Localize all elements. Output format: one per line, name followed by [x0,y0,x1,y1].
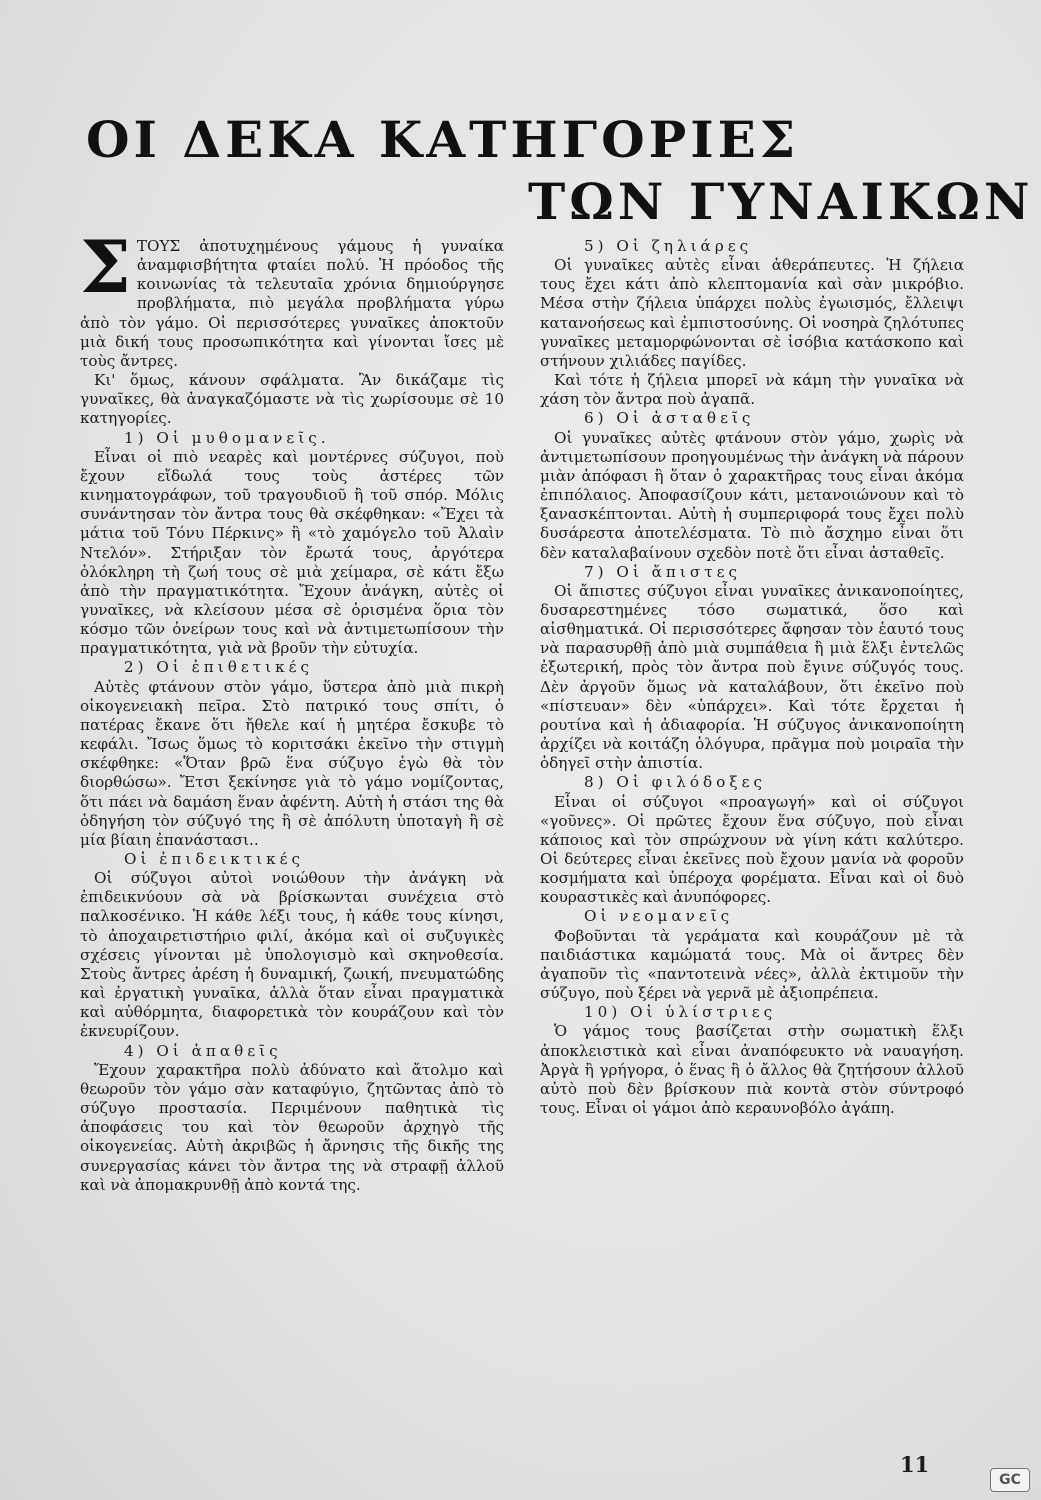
section-paragraph: Οἱ γυναῖκες αὐτὲς φτάνουν στὸν γάμο, χωρὶς νὰ ἀντιμετωπίσουν προηγουμένως τὴν ἀνάγκη νὰ πάρουν μιὰν ἀπόφασι ἢ ὅταν ὁ χαρακτῆρας τους εἶναι ἀκόμα ἐπιπόλαιος. Ἀποφασίζουν κάτι, μετανοιώνουν καὶ τὸ ξανασκέπτονται. Αὐτὴ ἡ συμπεριφορά τους ἔχει πολὺ δυσάρεστα ἀποτελέσματα. Τὸ πιὸ ἄσχημο εἶναι ὅτι δὲν καταλαβαίνουν σχεδὸν ποτὲ ὅτι εἶναι ἀσταθεῖς. [540,428,964,562]
section-paragraph: Καὶ τότε ἡ ζήλεια μπορεῖ νὰ κάμη τὴν γυναῖκα νὰ χάση τὸν ἄντρα ποὺ ἀγαπᾶ. [540,371,964,409]
section-heading: 10) Οἱ ὑλίστριες [584,1003,777,1022]
section-paragraph: Αὐτὲς φτάνουν στὸν γάμο, ὕστερα ἀπὸ μιὰ πικρὴ οἰκογενειακὴ πεῖρα. Στὸ πατρικό τους σπίτι, ὁ πατέρας ἔκανε ὅτι ἤθελε καί ἡ μητέρα ἔσκυβε τὸ κεφάλι. Ἴσως ὅμως τὸ κοριτσάκι ἐκεῖνο τὴν στιγμὴ σκέφθηκε: «Ὅταν βρῶ ἕνα σύζυγο ἐγὼ θὰ τὸν διορθώσω». Ἔτσι ξεκίνησε γιὰ τὸ γάμο νομίζοντας, ὅτι πάει νὰ δαμάση ἕναν ἀφέντη. Αὐτὴ ἡ στάσι της θὰ ὁδηγήση τὸν σύζυγό της ἢ σὲ ἀπόλυτη ὑποταγὴ ἢ σὲ μία βίαιη ἐπανάστασι.. [80,677,504,849]
page-number: 11 [900,1452,930,1477]
section-heading: 4) Οἱ ἀπαθεῖς [124,1041,282,1060]
section-heading: 6) Οἱ ἀσταθεῖς [584,409,755,428]
section-paragraph: Οἱ γυναῖκες αὐτὲς εἶναι ἀθεράπευτες. Ἡ ζήλεια τους ἔχει κάτι ἀπὸ κλεπτομανία καὶ σὰν μικρόβιο. Μέσα στὴν ζήλεια ὑπάρχει πολὺς ἐγωισμός, ἔλλειψι κατανοήσεως καὶ ἐμπιστοσύνης. Οἱ νοσηρὰ ζηλότυπες γυναῖκες μεταμορφώνονται σὲ ἰσόβια κατάσκοπο καὶ στήνουν χιλιάδες παγίδες. [540,256,964,370]
section-paragraph: Οἱ σύζυγοι αὐτοὶ νοιώθουν τὴν ἀνάγκη νὰ ἐπιδεικνύουν σὰ νὰ βρίσκωνται συνέχεια στὸ παλκοσένικο. Ἡ κάθε λέξι τους, ἡ κάθε τους κίνησι, τὸ ἀποχαιρετιστήριο φιλί, ἀκόμα καὶ οἱ συζυγικὲς σχέσεις γίνονται μὲ ὑπολογισμὸ καὶ σκηνοθεσία. Στοὺς ἄντρες ἀρέση ἡ δυναμική, ζωική, πνευματώδης καὶ ἐργατικὴ γυναῖκα, ἀλλὰ ὅταν εἶναι πραγματικὰ καὶ αὐθόρμητα, διαφορετικὰ τὸν κουράζουν καὶ τὸν ἐκνευρίζουν. [80,869,504,1041]
section-paragraph: Ἔχουν χαρακτῆρα πολὺ ἀδύνατο καὶ ἄτολμο καὶ θεωροῦν τὸν γάμο σὰν καταφύγιο, ζητῶντας ἀπὸ τὸ σύζυγο προστασία. Περιμένουν παθητικὰ τὶς ἀποφάσεις του καὶ τὸν θεωροῦν ἀρχηγὸ τῆς οἰκογενείας. Αὐτὴ ἀκριβῶς ἡ ἄρνησις τῆς δικῆς της συνεργασίας κάνει τὸν ἄντρα της νὰ στραφῇ ἀλλοῦ καὶ νὰ ἀπομακρυνθῇ ἀπὸ κοντά της. [80,1060,504,1194]
section-heading: 1) Οἱ μυθομανεῖς. [124,428,330,447]
section-heading: 5) Οἱ ζηλιάρες [584,237,753,255]
section-paragraph: Εἶναι οἱ πιὸ νεαρὲς καὶ μοντέρνες σύζυγοι, ποὺ ἔχουν εἴδωλά τους τοὺς ἀστέρες τῶν κινηματογράφων, τοῦ τραγουδιοῦ ἢ τοῦ σπόρ. Μόλις συνάντησαν τὸν ἄντρα τους θὰ σκέφθηκαν: «Ἔχει τὰ μάτια τοῦ Τόνυ Πέρκινς» ἢ «τὸ χαμόγελο τοῦ Ἀλαὶν Ντελόν». Στήριξαν τὸν ἔρωτά τους, ἀργότερα ὁλόκληρη τὴ ζωή τους σὲ μιὰ χείμαρα, σὲ κάτι ἔξω ἀπὸ τὴν πραγματικότητα. Ἔχουν ἀνάγκη, αὐτὲς οἱ γυναῖκες, νὰ κλείσουν μέσα σὲ ὁρισμένα ὅρια τὸν κόσμο τῶν ὀνείρων τους καὶ νὰ ἀντιμετωπίσουν τὴν πραγματικότητα, γιὰ νὰ βροῦν τὴν εὐτυχία. [80,447,504,658]
drop-cap: Σ [80,224,131,309]
section-heading: 2) Οἱ ἐπιθετικές [124,658,313,677]
watermark-logo: GC [990,1468,1030,1492]
intro-paragraph: Κι' ὅμως, κάνουν σφάλματα. Ἂν δικάζαμε τὶς γυναῖκες, θὰ ἀναγκαζόμαστε νὰ τὶς χωρίσουμε σὲ 10 κατηγορίες. [80,371,504,428]
section-paragraph: Φοβοῦνται τὰ γεράματα καὶ κουράζουν μὲ τὰ παιδιάστικα καμώματά τους. Μὰ οἱ ἄντρες δὲν ἀγαποῦν τὶς «παντοτεινὰ νέες», ἀλλὰ ἐκτιμοῦν τὴν σύζυγο, ποὺ ξέρει νὰ γερνᾶ μὲ ἀξιοπρέπεια. [540,926,964,1003]
section-heading: 8) Οἱ φιλόδοξες [584,773,767,792]
section-paragraph: Οἱ ἄπιστες σύζυγοι εἶναι γυναῖκες ἀνικανοποίητες, δυσαρεστημένες τόσο σωματικά, ὅσο καὶ αἰσθηματικά. Οἱ περισσότερες ἄφησαν τὸν ἑαυτό τους νὰ παρασυρθῇ ἀπὸ μιὰ συμπάθεια ἢ μιὰ ἕλξι ἐντελῶς ἐξωτερική, πρὸς τὸν ἄντρα ποὺ ἔγινε σύζυγός τους. Δὲν ἀργοῦν ὅμως νὰ καταλάβουν, ὅτι ἐκεῖνο ποὺ «πίστευαν» δὲν «ὑπάρχει». Καὶ τότε ἔρχεται ἡ ρουτίνα καὶ ἡ ἀδιαφορία. Ἡ σύζυγος ἀνικανοποίητη ἀρχίζει νὰ κοιτάζη ὁλόγυρα, πρᾶγμα ποὺ μοιραῖα τὴν ὁδηγεῖ στὴν ἀπιστία. [540,581,964,773]
section-paragraph: Εἶναι οἱ σύζυγοι «προαγωγή» καὶ οἱ σύζυγοι «γοῦνες». Οἱ πρῶτες ἔχουν ἕνα σύζυγο, ποὺ εἶναι κάποιος καὶ τὸν σπρώχνουν νὰ γίνη κάτι καλύτερο. Οἱ δεύτερες εἶναι ἐκεῖνες ποὺ ἔχουν μανία νὰ φοροῦν κοσμήματα καὶ ὑπέροχα φορέματα. Εἶναι καὶ οἱ δυὸ κουραστικὲς καὶ ἀνυπόφορες. [540,792,964,907]
section-paragraph: Ὁ γάμος τους βασίζεται στὴν σωματικὴ ἕλξι ἀποκλειστικὰ καὶ εἶναι ἀναπόφευκτο νὰ ναυαγήση. Ἀργὰ ἢ γρήγορα, ὁ ἕνας ἢ ὁ ἄλλος θὰ ζητήσουν ἀλλοῦ αὐτὸ ποὺ δὲν βρίσκουν πιὰ κοντὰ στὸν σύντροφό τους. Εἶναι οἱ γάμοι ἀπὸ κεραυνοβόλο ἀγάπη. [540,1022,964,1118]
section-heading: Οἱ νεομανεῖς [584,907,734,926]
left-column [80,224,504,1195]
intro-paragraph: ΤΟΥΣ ἀποτυχημένους γάμους ἡ γυναίκα ἀναμφισβήτητα φταίει πολύ. Ἡ πρόοδος τῆς κοινωνίας τὰ τελευταῖα χρόνια δημιούργησε προβλήματα, πιὸ μεγάλα προβλήματα γύρω ἀπὸ τὸν γάμο. Οἱ περισσότερες γυναῖκες ἀποκτοῦν μιὰ δική τους προσωπικότητα καὶ γίνονται ἴσες μὲ τοὺς ἄντρες. [80,237,504,370]
section-heading: Οἱ ἐπιδεικτικές [124,850,305,868]
right-column [540,237,964,1118]
section-heading: 7) Οἱ ἄπιστες [584,562,741,581]
article-title-line-2: ΤΩΝ ΓΥΝΑΙΚΩΝ [528,172,1034,231]
article-title-line-1: ΟΙ ΔΕΚΑ ΚΑΤΗΓΟΡΙΕΣ [86,110,800,169]
